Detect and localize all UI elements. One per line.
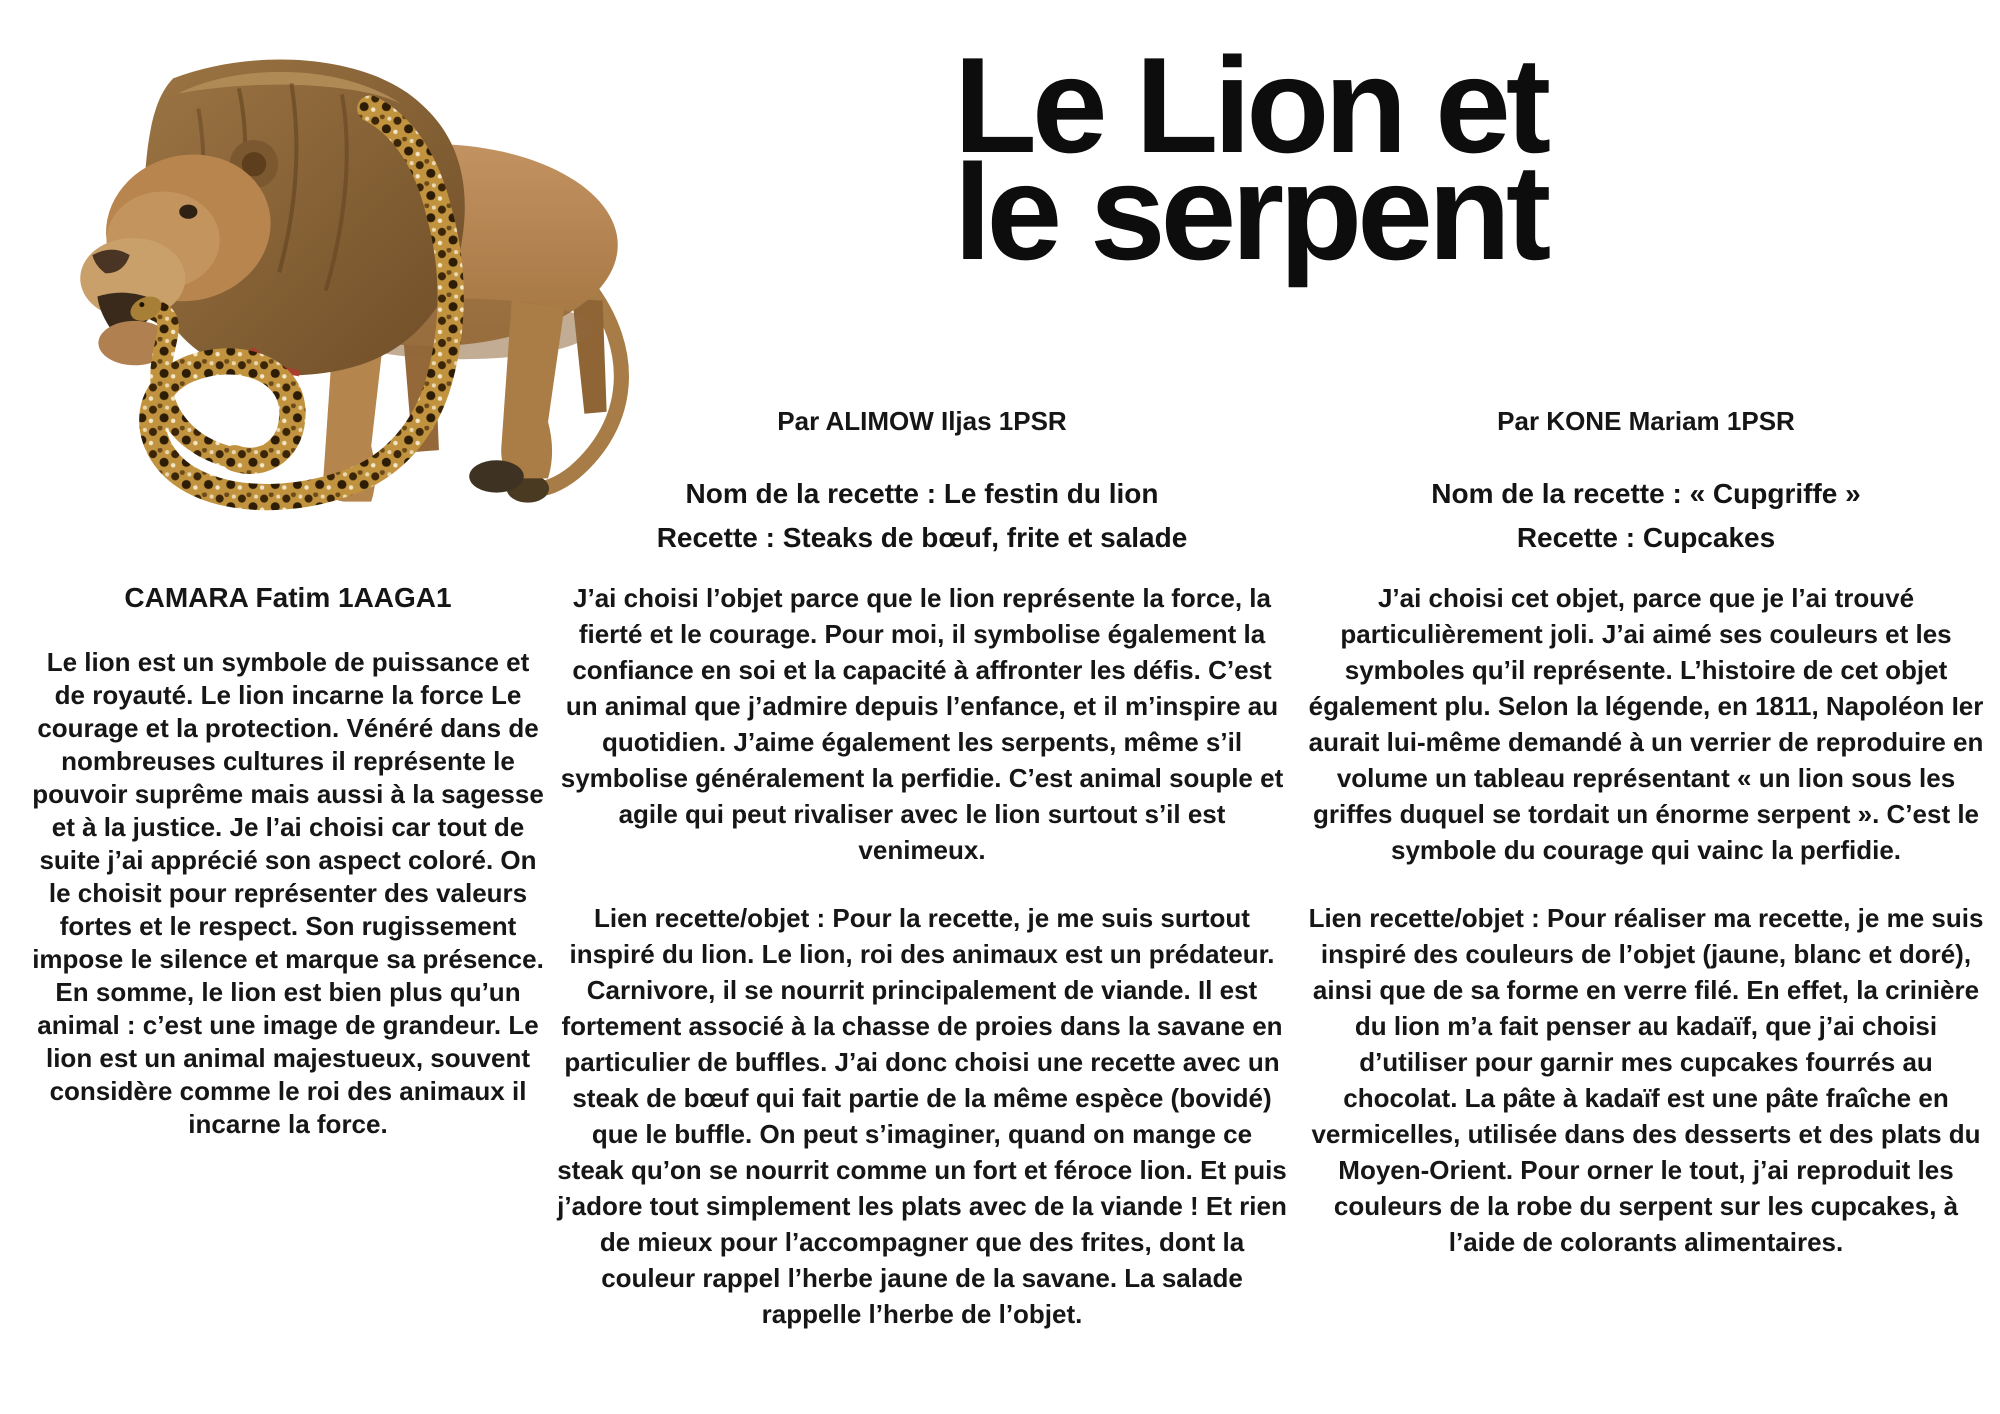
author-heading-camara: CAMARA Fatim 1AAGA1: [124, 582, 452, 613]
recipe-block-middle: [556, 472, 1288, 560]
byline-kone: Par KONE Mariam 1PSR: [1497, 406, 1795, 436]
recipe-block-right: [1302, 472, 1990, 560]
paragraph-camara-body: Le lion est un symbole de puissance et de royauté. Le lion incarne la force Le courage et la protection. Vénéré dans de nombreuses cultures il représente le pouvoir suprême mais aussi à la sagesse et à la justice. Je l’ai choisi car tout de suite j’ai apprécié son aspect coloré. On le choisit pour représenter des valeurs fortes et le respect. Son rugissement impose le silence et marque sa présence. En somme, le lion est bien plus qu’un animal : c’est une image de grandeur. Le lion est un animal majestueux, souvent considère comme le roi des animaux il incarne la force.: [32, 647, 544, 1139]
paragraph-kone-2: Lien recette/objet : Pour réaliser ma recette, je me suis inspiré des couleurs de l’objet (jaune, blanc et doré), ainsi que de sa forme en verre filé. En effet, la crinière du lion m’a fait penser au kadaïf, que j’ai choisi d’utiliser pour garnir mes cupcakes fourrés au chocolat. La pâte à kadaïf est une pâte fraîche en vermicelles, utilisée dans des desserts et des plats du Moyen-Orient. Pour orner le tout, j’ai reproduit les couleurs de la robe du serpent sur les cupcakes, à l’aide de colorants alimentaires.: [1308, 903, 1984, 1257]
recipe-name-middle: Nom de la recette : Le festin du lion: [685, 478, 1159, 509]
paragraph-kone-1: J’ai choisi cet objet, parce que je l’ai trouvé particulièrement joli. J’ai aimé ses couleurs et les symboles qu’il représente. L’histoire de cet objet également plu. Selon la légende, en 1811, Napoléon Ier aurait lui-même demandé à un verrier de reproduire en volume un tableau représentant « un lion sous les griffes duquel se tordait un énorme serpent ». C’est le symbole du courage qui vainc la perfidie.: [1308, 583, 1984, 865]
paragraph-alimow-2: Lien recette/objet : Pour la recette, je me suis surtout inspiré du lion. Le lion, roi des animaux est un prédateur. Carnivore, il se nourrit principalement de viande. Il est fortement associé à la chasse de proies dans la savane en particulier de buffles. J’ai donc choisi une recette avec un steak de bœuf qui fait partie de la même espèce (bovidé) que le buffle. On peut s’imaginer, quand on mange ce steak qu’on se nourrit comme un fort et féroce lion. Et puis j’adore tout simplement les plats avec de la viande ! Et rien de mieux pour l’accompagner que des frites, dont la couleur rappel l’herbe jaune de la savane. La salade rappelle l’herbe de l’objet.: [557, 903, 1287, 1329]
paragraph-alimow-1: J’ai choisi l’objet parce que le lion représente la force, la fierté et le courage. Pour moi, il symbolise également la confiance en soi et la capacité à affronter les défis. C’est un animal que j’admire depuis l’enfance, et il m’inspire au quotidien. J’aime également les serpents, même s’il symbolise généralement la perfidie. C’est animal souple et agile qui peut rivaliser avec le lion surtout s’il est venimeux.: [560, 583, 1284, 865]
title-line-1: Le Lion et: [953, 29, 1547, 181]
column-kone-body: [1302, 580, 1990, 1260]
lion-serpent-figurine-image: [35, 48, 665, 533]
title-line-2: le serpent: [953, 136, 1547, 288]
lion-serpent-icon: [35, 48, 665, 533]
column-alimow-body: [556, 580, 1288, 1332]
recipe-name-right: Nom de la recette : « Cupgriffe »: [1431, 478, 1861, 509]
page-title: [840, 29, 1660, 288]
byline-alimow: Par ALIMOW Iljas 1PSR: [777, 406, 1067, 436]
column-camara: [28, 582, 548, 1141]
recipe-dish-right: Recette : Cupcakes: [1516, 522, 1776, 553]
recipe-dish-middle: Recette : Steaks de bœuf, frite et salade: [656, 522, 1188, 553]
